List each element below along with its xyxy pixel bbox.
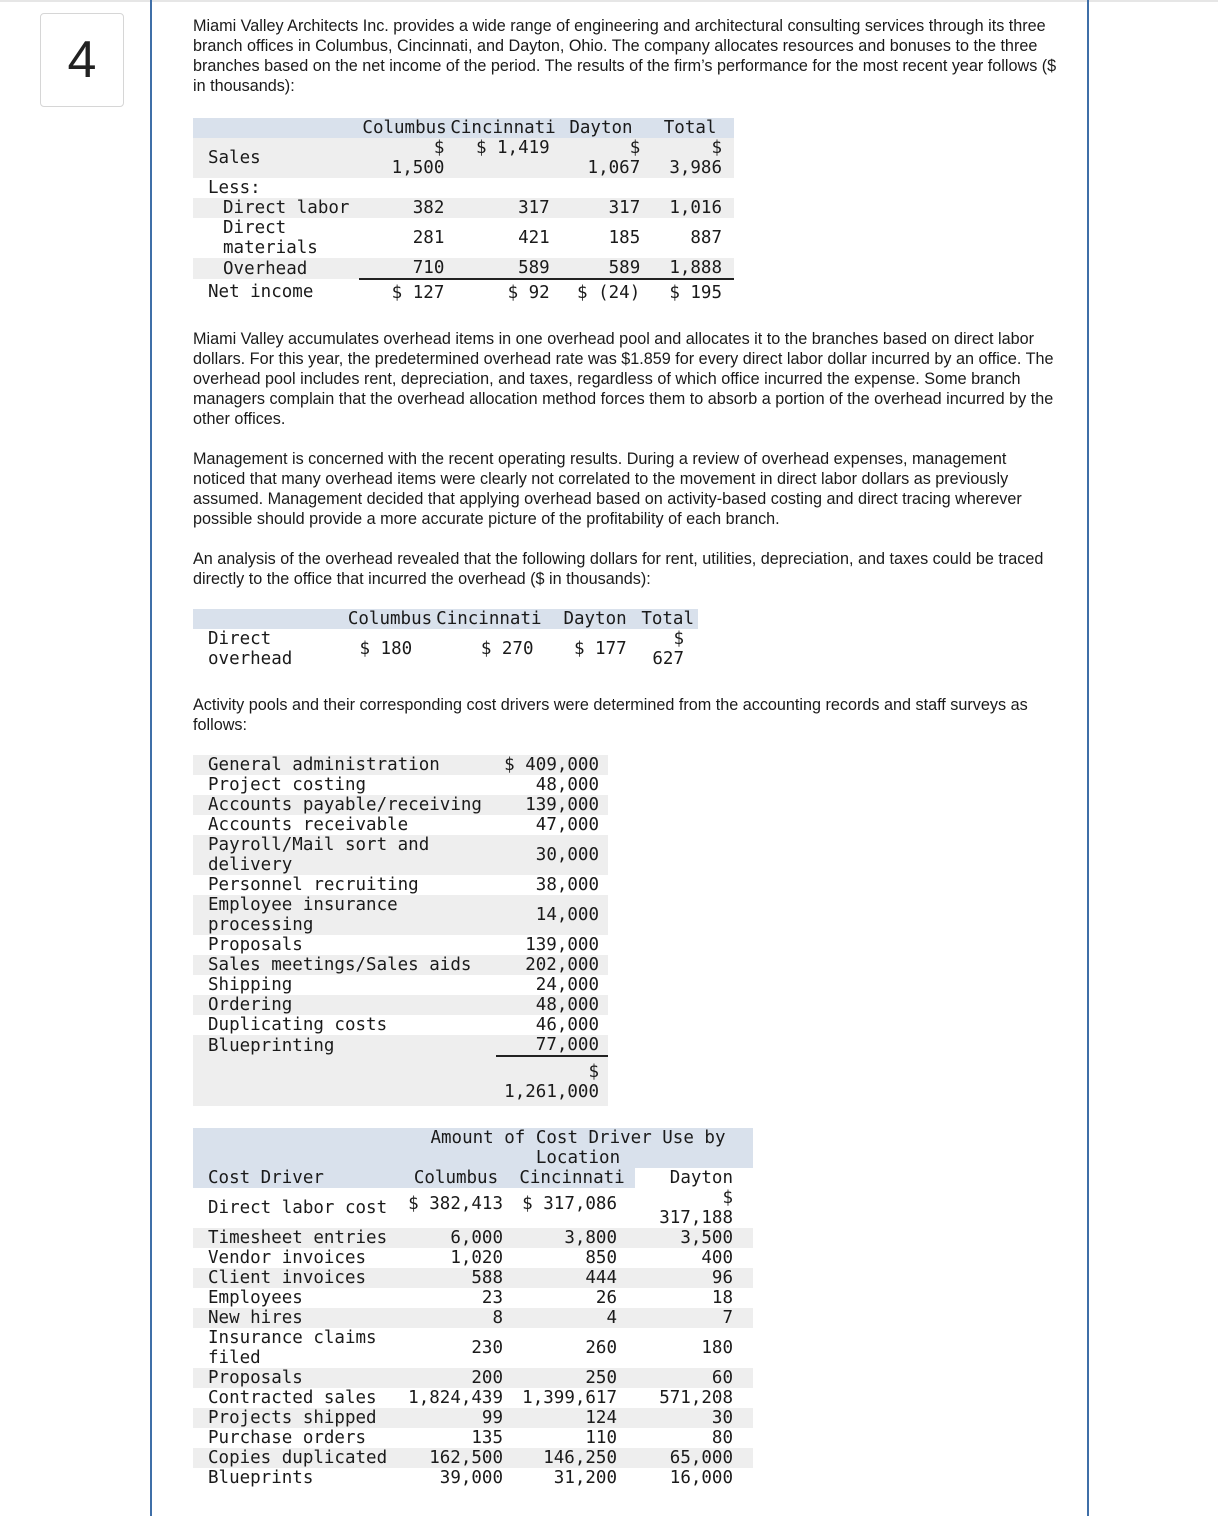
driver-value-cincinnati: 31,200 bbox=[553, 1468, 617, 1488]
driver-value-columbus: 1,824,439 bbox=[408, 1388, 503, 1408]
driver-value-cincinnati: 444 bbox=[585, 1268, 617, 1288]
activity-label: Proposals bbox=[208, 935, 303, 955]
direct-overhead-dayton: $ 177 bbox=[573, 639, 627, 659]
activity-value: 48,000 bbox=[535, 775, 599, 795]
left-divider bbox=[150, 0, 152, 1516]
driver-header-cost-driver: Cost Driver bbox=[193, 1168, 403, 1188]
income-row bbox=[193, 258, 734, 279]
driver-value-columbus: 588 bbox=[471, 1268, 503, 1288]
activity-value: 24,000 bbox=[535, 975, 599, 995]
direct-labor-columbus: 382 bbox=[412, 198, 445, 218]
driver-value-columbus: 8 bbox=[492, 1308, 503, 1328]
driver-value-dayton: 96 bbox=[711, 1268, 733, 1288]
sales-label: Sales bbox=[208, 148, 261, 168]
driver-row bbox=[193, 1428, 753, 1448]
driver-label: Proposals bbox=[208, 1368, 303, 1388]
activity-value: 47,000 bbox=[535, 815, 599, 835]
driver-value-dayton: 3,500 bbox=[680, 1228, 733, 1248]
direct-header-columbus: Columbus bbox=[347, 609, 433, 629]
driver-value-columbus: 1,020 bbox=[450, 1248, 503, 1268]
activity-row bbox=[193, 955, 608, 975]
activity-row bbox=[193, 975, 608, 995]
direct-header-row bbox=[193, 609, 698, 629]
driver-label: New hires bbox=[208, 1308, 303, 1328]
driver-header-columbus: Columbus bbox=[403, 1168, 509, 1188]
driver-value-dayton: 571,208 bbox=[659, 1388, 733, 1408]
activity-value: 46,000 bbox=[535, 1015, 599, 1035]
driver-row bbox=[193, 1448, 753, 1468]
activity-label: Blueprinting bbox=[208, 1035, 335, 1056]
driver-header-row bbox=[193, 1168, 753, 1188]
direct-labor-cincinnati: 317 bbox=[518, 198, 550, 218]
driver-label: Insurance claims filed bbox=[208, 1328, 377, 1368]
direct-overhead-columbus: $ 180 bbox=[359, 639, 413, 659]
net-income-dayton: $ (24) bbox=[556, 279, 647, 305]
sales-total: $ 3,986 bbox=[669, 138, 722, 178]
driver-label: Client invoices bbox=[208, 1268, 367, 1288]
activity-value: 30,000 bbox=[535, 845, 599, 865]
driver-value-dayton: 65,000 bbox=[669, 1448, 733, 1468]
driver-value-dayton: 180 bbox=[701, 1338, 733, 1358]
driver-label: Purchase orders bbox=[208, 1428, 367, 1448]
activity-value: 202,000 bbox=[525, 955, 599, 975]
direct-labor-total: 1,016 bbox=[669, 198, 722, 218]
driver-row bbox=[193, 1368, 753, 1388]
driver-value-columbus: 39,000 bbox=[439, 1468, 503, 1488]
driver-value-cincinnati: 250 bbox=[585, 1368, 617, 1388]
driver-header-cincinnati: Cincinnati bbox=[509, 1168, 635, 1188]
income-less-row bbox=[193, 178, 734, 198]
overhead-columbus: 710 bbox=[412, 258, 445, 278]
driver-value-dayton: 30 bbox=[711, 1408, 733, 1428]
overhead-label: Overhead bbox=[223, 258, 308, 279]
driver-row bbox=[193, 1228, 753, 1248]
income-header-cincinnati: Cincinnati bbox=[450, 118, 556, 138]
activity-value: 14,000 bbox=[535, 905, 599, 925]
activity-label: Sales meetings/Sales aids bbox=[208, 955, 472, 975]
driver-value-cincinnati: 124 bbox=[585, 1408, 617, 1428]
activity-row bbox=[193, 795, 608, 815]
problem-number: 4 bbox=[67, 31, 97, 89]
driver-group-header-row bbox=[193, 1128, 753, 1168]
intro-paragraph: Miami Valley Architects Inc. provides a wide range of engineering and architectural consulting services through its three branch offices in Columbus, Cincinnati, and Dayton, Ohio. The company allocates resources and bonuses to the three branches based on the net income of the period. The results of the firm’s performance for the most recent year follows ($ in thousands): bbox=[193, 17, 1057, 95]
sales-columbus: $ 1,500 bbox=[391, 138, 445, 178]
activity-label: Accounts receivable bbox=[208, 815, 409, 835]
driver-value-cincinnati: 3,800 bbox=[564, 1228, 617, 1248]
income-sales-row bbox=[193, 138, 734, 178]
driver-row bbox=[193, 1288, 753, 1308]
driver-row bbox=[193, 1408, 753, 1428]
driver-label: Vendor invoices bbox=[208, 1248, 367, 1268]
driver-row bbox=[193, 1328, 753, 1368]
driver-row bbox=[193, 1468, 753, 1488]
activity-total: $ 1,261,000 bbox=[504, 1061, 599, 1102]
driver-row bbox=[193, 1248, 753, 1268]
driver-value-columbus: 99 bbox=[481, 1408, 503, 1428]
income-row bbox=[193, 218, 734, 258]
direct-overhead-total: $ 627 bbox=[652, 629, 684, 669]
driver-value-columbus: 135 bbox=[471, 1428, 503, 1448]
activity-label: Project costing bbox=[208, 775, 367, 795]
income-header-dayton: Dayton bbox=[569, 118, 633, 138]
driver-label: Blueprints bbox=[208, 1468, 314, 1488]
direct-labor-label: Direct labor bbox=[223, 198, 350, 218]
activity-row bbox=[193, 1015, 608, 1035]
driver-value-dayton: 400 bbox=[701, 1248, 733, 1268]
driver-value-cincinnati: 110 bbox=[585, 1428, 617, 1448]
driver-value-cincinnati: $ 317,086 bbox=[522, 1194, 617, 1214]
driver-value-dayton: 7 bbox=[722, 1308, 733, 1328]
driver-row bbox=[193, 1188, 753, 1228]
driver-value-dayton: 16,000 bbox=[669, 1468, 733, 1488]
direct-overhead-label: Direct overhead bbox=[208, 629, 293, 669]
driver-value-columbus: 230 bbox=[471, 1338, 503, 1358]
activity-row bbox=[193, 875, 608, 895]
driver-value-dayton: $ 317,188 bbox=[659, 1188, 733, 1228]
direct-materials-cincinnati: 421 bbox=[518, 228, 550, 248]
activity-row bbox=[193, 835, 608, 875]
activity-label: Accounts payable/receiving bbox=[208, 795, 482, 815]
income-header-row bbox=[193, 118, 734, 138]
sales-dayton: $ 1,067 bbox=[587, 138, 641, 178]
direct-overhead-cincinnati: $ 270 bbox=[480, 639, 534, 659]
activity-label: Duplicating costs bbox=[208, 1015, 388, 1035]
activity-row bbox=[193, 1035, 608, 1056]
activity-row bbox=[193, 815, 608, 835]
direct-header-dayton: Dayton bbox=[563, 609, 627, 629]
driver-value-cincinnati: 146,250 bbox=[543, 1448, 617, 1468]
activity-pools-paragraph: Activity pools and their corresponding cost drivers were determined from the accounting records and staff surveys as follows: bbox=[193, 696, 1028, 734]
driver-value-dayton: 60 bbox=[711, 1368, 733, 1388]
activity-row bbox=[193, 895, 608, 935]
activity-label: Employee insurance processing bbox=[208, 895, 398, 935]
problem-number-badge bbox=[40, 13, 124, 107]
top-border bbox=[0, 0, 1218, 2]
net-income-label: Net income bbox=[208, 282, 314, 302]
direct-header-total: Total bbox=[641, 609, 694, 629]
driver-value-columbus: 162,500 bbox=[429, 1448, 503, 1468]
driver-value-cincinnati: 260 bbox=[585, 1338, 617, 1358]
driver-label: Contracted sales bbox=[208, 1388, 377, 1408]
driver-group-header: Amount of Cost Driver Use by Location bbox=[403, 1128, 753, 1168]
activity-value: $ 409,000 bbox=[504, 755, 599, 775]
sales-cincinnati: $ 1,419 bbox=[475, 138, 550, 158]
driver-label: Timesheet entries bbox=[208, 1228, 388, 1248]
driver-value-cincinnati: 850 bbox=[585, 1248, 617, 1268]
driver-row bbox=[193, 1268, 753, 1288]
activity-label: General administration bbox=[208, 755, 440, 775]
driver-value-columbus: 200 bbox=[471, 1368, 503, 1388]
net-income-total: $ 195 bbox=[646, 279, 734, 305]
driver-value-cincinnati: 4 bbox=[606, 1308, 617, 1328]
activity-pools-table bbox=[193, 755, 608, 1106]
direct-overhead-row bbox=[193, 629, 698, 669]
analysis-paragraph: An analysis of the overhead revealed that the following dollars for rent, utilities, depreciation, and taxes could be traced directly to the office that incurred the overhead ($ in thousands): bbox=[193, 550, 1044, 588]
overhead-total: 1,888 bbox=[669, 258, 722, 278]
direct-materials-dayton: 185 bbox=[608, 228, 641, 248]
direct-header-cincinnati: Cincinnati bbox=[436, 609, 542, 629]
direct-labor-dayton: 317 bbox=[608, 198, 641, 218]
management-paragraph: Management is concerned with the recent operating results. During a review of overhead expenses, management noticed that many overhead items were clearly not correlated to the movement in direct labor dollars as previously assumed. Management decided that applying overhead based on activity-based costing and direct tracing wherever possible should provide a more accurate picture of the profitability of each branch. bbox=[193, 450, 1022, 528]
driver-label: Direct labor cost bbox=[208, 1198, 388, 1218]
activity-label: Payroll/Mail sort and delivery bbox=[208, 835, 430, 875]
driver-value-columbus: 23 bbox=[481, 1288, 503, 1308]
cost-driver-table bbox=[193, 1128, 753, 1488]
direct-materials-label: Direct materials bbox=[223, 218, 318, 258]
activity-row bbox=[193, 995, 608, 1015]
activity-label: Ordering bbox=[208, 995, 293, 1015]
activity-total-row bbox=[193, 1056, 608, 1106]
activity-row bbox=[193, 935, 608, 955]
activity-value: 139,000 bbox=[525, 935, 599, 955]
activity-row bbox=[193, 775, 608, 795]
activity-value: 77,000 bbox=[496, 1035, 608, 1056]
overhead-pool-paragraph: Miami Valley accumulates overhead items in one overhead pool and allocates it to the branches based on direct labor dollars. For this year, the predetermined overhead rate was $1.859 for every direct labor dollar incurred by an office. The overhead pool includes rent, depreciation, and taxes, regardless of which office incurred the expense. Some branch managers complain that the overhead allocation method forces them to absorb a portion of the overhead incurred by the other offices. bbox=[193, 330, 1054, 428]
direct-materials-total: 887 bbox=[690, 228, 722, 248]
driver-value-dayton: 18 bbox=[711, 1288, 733, 1308]
direct-materials-columbus: 281 bbox=[412, 228, 445, 248]
net-income-columbus: $ 127 bbox=[359, 279, 451, 305]
driver-label: Copies duplicated bbox=[208, 1448, 388, 1468]
activity-row bbox=[193, 755, 608, 775]
activity-value: 139,000 bbox=[525, 795, 599, 815]
overhead-dayton: 589 bbox=[608, 258, 641, 278]
income-header-columbus: Columbus bbox=[362, 118, 447, 138]
net-income-cincinnati: $ 92 bbox=[450, 279, 555, 305]
activity-label: Shipping bbox=[208, 975, 293, 995]
driver-value-columbus: $ 382,413 bbox=[408, 1194, 503, 1214]
income-row bbox=[193, 198, 734, 218]
driver-value-cincinnati: 26 bbox=[595, 1288, 617, 1308]
driver-row bbox=[193, 1308, 753, 1328]
driver-label: Employees bbox=[208, 1288, 303, 1308]
problem-content bbox=[193, 14, 1063, 1488]
driver-header-dayton: Dayton bbox=[669, 1168, 733, 1188]
activity-value: 38,000 bbox=[535, 875, 599, 895]
income-table bbox=[193, 118, 734, 305]
direct-overhead-table bbox=[193, 609, 698, 669]
driver-row bbox=[193, 1388, 753, 1408]
driver-value-columbus: 6,000 bbox=[450, 1228, 503, 1248]
income-header-total: Total bbox=[663, 118, 717, 138]
driver-label: Projects shipped bbox=[208, 1408, 377, 1428]
overhead-cincinnati: 589 bbox=[518, 258, 550, 278]
driver-value-dayton: 80 bbox=[711, 1428, 733, 1448]
activity-value: 48,000 bbox=[535, 995, 599, 1015]
activity-label: Personnel recruiting bbox=[208, 875, 419, 895]
income-net-row bbox=[193, 279, 734, 305]
driver-value-cincinnati: 1,399,617 bbox=[522, 1388, 617, 1408]
right-divider bbox=[1087, 0, 1089, 1516]
less-label: Less: bbox=[208, 178, 261, 198]
